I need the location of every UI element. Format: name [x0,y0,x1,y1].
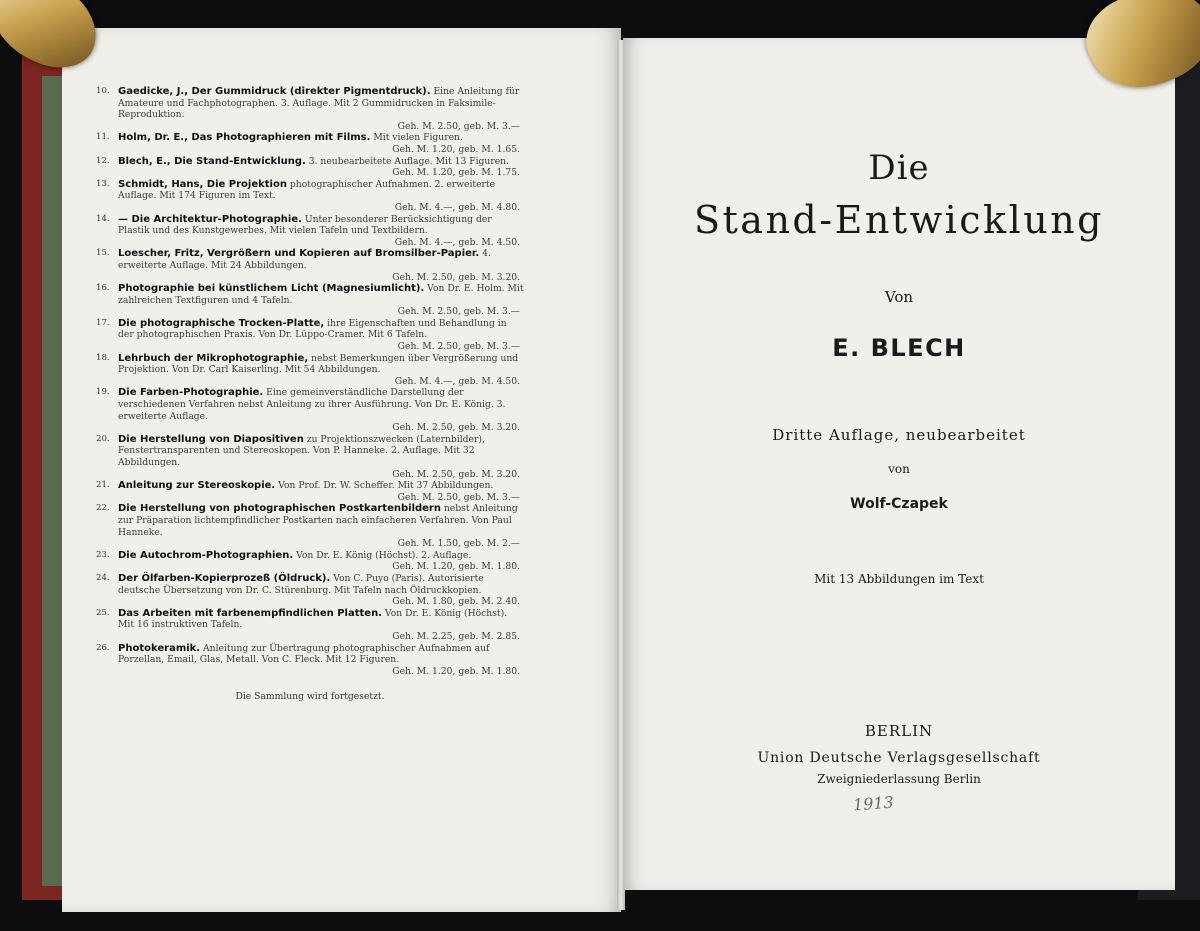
catalog-entry-number: 25. [96,607,110,618]
catalog-entry-number: 15. [96,248,110,259]
catalog-entry-price: Geh. M. 2.50, geb. M. 3.20. [392,468,520,480]
catalog-entry-price: Geh. M. 2.25, geb. M. 2.85. [392,630,520,642]
catalog-entry-title: Lehrbuch der Mikrophotographie, [118,352,309,364]
catalog-entry-description: Mit vielen Figuren. [373,132,463,144]
catalog-entry [96,132,524,155]
catalog-entry [96,283,524,318]
catalog-entry-description: nebst Anleitung zur Präparation lichtempfindlicher Postkarten nach einfacheren Verfahren. Von Paul Hanneke. [118,503,518,538]
catalog-entry-price: Geh. M. 4.—, geb. M. 4.80. [394,201,520,213]
catalog-entry-number: 10. [96,86,110,96]
catalog-entry-price: Geh. M. 1.50, geb. M. 2.— [397,538,520,550]
author-name: E. BLECH [832,334,966,362]
catalog-entry-description: Unter besonderer Berücksichtigung der Plastik und des Kunstgewerbes. Mit vielen Tafeln und Textbildern. [118,213,492,237]
catalog-entry-number: 13. [96,178,110,189]
catalog-entry-description: Von Dr. E. König (Höchst). Mit 16 instruktiven Tafeln. [118,607,508,631]
catalog-entry-description: Eine gemeinverständliche Darstellung der verschiedenen Verfahren nebst Anleitung zu ihrer Ausführung. Von Dr. E. König. 3. erweiterte Auflage. [118,387,506,422]
catalog-entry-price: Geh. M. 2.50, geb. M. 3.20. [392,271,520,283]
catalog-entry [96,387,524,433]
catalog-entry-number: 11. [96,132,110,143]
catalog-entry-title: Die Farben-Photographie. [118,387,264,399]
catalog-entry-price: Geh. M. 2.50, geb. M. 3.— [397,120,520,132]
catalog-entry-description: ihre Eigenschaften und Behandlung in der photographischen Praxis. Von Dr. Lüppo-Cramer. Mit 6 Tafeln. [118,317,507,341]
catalog-entry-price: Geh. M. 2.50, geb. M. 3.— [397,491,520,503]
catalog-entry-price: Geh. M. 4.—, geb. M. 4.50. [394,236,520,248]
catalog-entry-number: 22. [96,503,110,514]
catalog-entry-price: Geh. M. 2.50, geb. M. 3.— [397,341,520,353]
title-line-1: Die [868,148,930,188]
catalog-entry-description: nebst Bemerkungen über Vergrößerung und Projektion. Von Dr. Carl Kaiserling. Mit 54 Abbildungen. [118,352,519,376]
series-catalog [96,86,524,702]
catalog-entry-description: Von Dr. E. König (Höchst). 2. Auflage. [296,549,472,561]
catalog-entry-number: 20. [96,433,110,444]
catalog-entry-number: 18. [96,352,110,363]
catalog-entry-title: Gaedicke, J., Der Gummidruck (direkter Pigmentdruck). [118,86,431,97]
catalog-entry [96,156,524,179]
publisher-city: BERLIN [864,722,934,740]
catalog-entry-title: Die Herstellung von Diapositiven [118,433,304,445]
catalog-entry-title: Loescher, Fritz, Vergrößern und Kopieren auf Bromsilber-Papier. [118,248,480,260]
catalog-entry-number: 16. [96,283,110,294]
handwritten-year: 1913 [852,792,895,815]
catalog-entry-title: Die photographische Trocken-Platte, [118,317,325,329]
catalog-entry [96,353,524,388]
catalog-entry-title: — Die Architektur-Photographie. [118,213,302,225]
edition-note: Dritte Auflage, neubearbeitet [772,426,1026,444]
editor-name: Wolf-Czapek [850,496,948,512]
catalog-entry-number: 19. [96,387,110,398]
illustrations-note: Mit 13 Abbildungen im Text [814,572,984,586]
catalog-entry-price: Geh. M. 1.20, geb. M. 1.75. [392,167,520,179]
catalog-entry [96,248,524,283]
catalog-entry-title: Blech, E., Die Stand-Entwicklung. [118,155,306,167]
catalog-entry [96,318,524,353]
publisher-name: Union Deutsche Verlagsgesellschaft [757,750,1041,766]
book-title: Stand-Entwicklung [694,198,1104,242]
catalog-entry [96,434,524,480]
catalog-entry-title: Die Herstellung von photographischen Postkartenbildern [118,503,441,515]
catalog-entry [96,550,524,573]
catalog-entry-description: 3. neubearbeitete Auflage. Mit 13 Figuren. [308,155,509,167]
catalog-entry-title: Photographie bei künstlichem Licht (Magnesiumlicht). [118,283,425,295]
catalog-entry [96,179,524,214]
catalog-entry-price: Geh. M. 2.50, geb. M. 3.20. [392,422,520,434]
catalog-entry [96,214,524,249]
catalog-entry-description: Eine Anleitung für Amateure und Fachphotographen. 3. Auflage. Mit 2 Gummidrucken in Faksimile-Reproduktion. [118,86,520,121]
catalog-entry-description: Von C. Puyo (Paris). Autorisierte deutsche Übersetzung von Dr. C. Stürenburg. Mit Tafeln nach Öldruckkopien. [118,572,484,596]
series-continuation-note: Die Sammlung wird fortgesetzt. [235,691,385,703]
catalog-entry-number: 17. [96,317,110,328]
catalog-entry-number: 12. [96,155,110,166]
catalog-entry-price: Geh. M. 2.50, geb. M. 3.— [397,306,520,318]
catalog-entry-number: 23. [96,549,110,560]
catalog-entry-number: 26. [96,642,110,653]
catalog-entry-title: Photokeramik. [118,642,201,654]
catalog-entry-title: Die Autochrom-Photographien. [118,549,294,561]
catalog-entry-price: Geh. M. 1.80, geb. M. 2.40. [392,596,520,608]
catalog-entry [96,643,524,678]
catalog-entry-description: Anleitung zur Übertragung photographischer Aufnahmen auf Porzellan, Email, Glas, Metall. Von C. Fleck. Mit 12 Figuren. [118,642,490,666]
publisher-branch: Zweigniederlassung Berlin [817,772,981,786]
catalog-entry-description: Von Dr. E. Holm. Mit zahlreichen Textfiguren und 4 Tafeln. [118,283,524,306]
catalog-entry-number: 14. [96,213,110,224]
catalog-entry-number: 21. [96,480,110,491]
catalog-entry-description: photographischer Aufnahmen. 2. erweiterte Auflage. Mit 174 Figuren im Text. [118,178,496,202]
catalog-entry-price: Geh. M. 1.20, geb. M. 1.80. [392,561,520,573]
title-page [623,38,1175,890]
catalog-entry-title: Anleitung zur Stereoskopie. [118,480,276,492]
catalog-entry-title: Schmidt, Hans, Die Projektion [118,178,287,190]
catalog-entry-price: Geh. M. 1.20, geb. M. 1.65. [392,143,520,155]
catalog-entry-price: Geh. M. 1.20, geb. M. 1.80. [392,665,520,677]
catalog-entry-title: Holm, Dr. E., Das Photographieren mit Films. [118,132,371,144]
catalog-entry [96,503,524,549]
catalog-entry-description: 4. erweiterte Auflage. Mit 24 Abbildungen. [118,248,491,271]
by-label: Von [884,288,914,306]
catalog-entry-number: 24. [96,572,110,583]
catalog-entry-description: Von Prof. Dr. W. Scheffer. Mit 37 Abbildungen. [278,480,494,492]
catalog-entry [96,480,524,503]
catalog-entry [96,86,524,132]
editor-by-label: von [888,462,910,476]
catalog-entry [96,573,524,608]
catalog-entry-price: Geh. M. 4.—, geb. M. 4.50. [394,375,520,387]
catalog-entry-description: zu Projektionszwecken (Laternbilder), Fenstertransparenten und Stereoskopen. Von P. Hanneke. 2. Auflage. Mit 32 Abbildungen. [118,433,485,468]
catalog-entry [96,608,524,643]
catalog-entry-title: Das Arbeiten mit farbenempfindlichen Platten. [118,607,382,619]
catalog-entry-title: Der Ölfarben-Kopierprozeß (Öldruck). [118,572,331,584]
